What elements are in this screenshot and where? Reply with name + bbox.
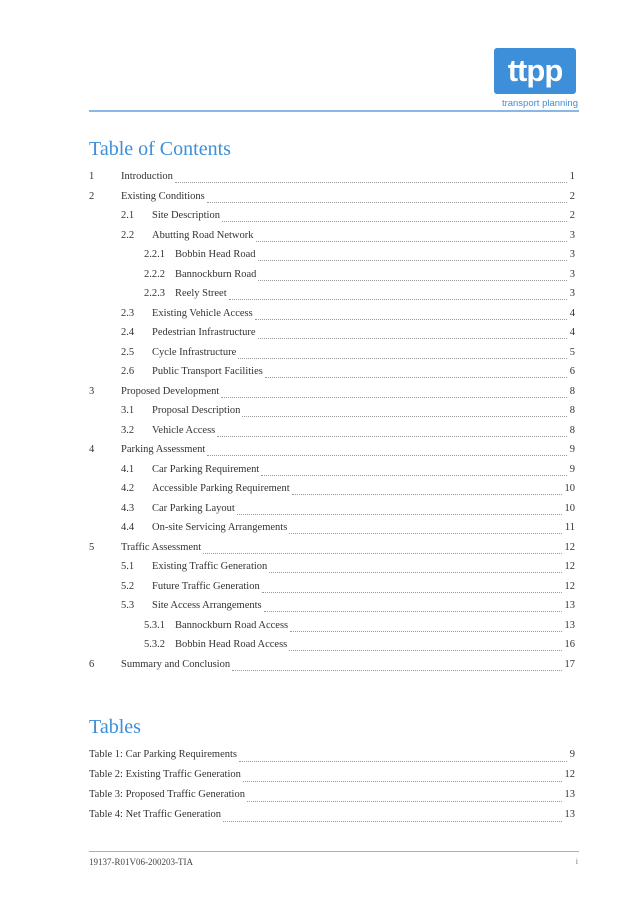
toc-entry-number: 3.2 — [121, 424, 135, 436]
toc-entry-2.2[interactable] — [89, 230, 575, 250]
toc-entry-number: 2.2 — [121, 229, 135, 241]
toc-entry-title: Bannockburn Road — [175, 268, 257, 280]
toc-entry-title: Existing Vehicle Access — [152, 307, 253, 319]
toc-entry-title: Bannockburn Road Access — [175, 619, 289, 631]
toc-entry-title: Site Description — [152, 210, 220, 221]
dot-leader — [255, 319, 567, 320]
table-entry-page: 13 — [564, 809, 575, 820]
toc-entry-page: 13 — [564, 600, 575, 611]
dot-leader — [222, 221, 567, 222]
toc-entry-number: 3 — [89, 385, 95, 397]
toc-entry-number: 5 — [89, 541, 95, 553]
footer-divider — [89, 851, 579, 852]
toc-entry-number: 4.4 — [121, 522, 135, 533]
dot-leader — [258, 338, 567, 339]
toc-entry-page: 2 — [569, 190, 575, 202]
toc-entry-2.2.1[interactable] — [89, 249, 575, 269]
toc-entry-number: 2.2.1 — [144, 249, 165, 260]
toc-entry-5.3.1[interactable] — [89, 620, 575, 640]
table-entry-title: Table 4: Net Traffic Generation — [89, 809, 222, 820]
dot-leader — [238, 358, 566, 359]
dot-leader — [247, 801, 562, 802]
toc-entry-5.1[interactable] — [89, 561, 575, 581]
toc-entry-page: 3 — [569, 268, 575, 280]
document-reference: 19137-R01V06-200203-TIA — [89, 857, 193, 867]
table-entry-title: Table 2: Existing Traffic Generation — [89, 769, 241, 780]
toc-entry-page: 5 — [569, 346, 575, 358]
list-of-tables — [89, 749, 575, 829]
toc-entry-page: 13 — [564, 619, 575, 631]
toc-entry-title: Car Parking Requirement — [152, 463, 260, 475]
toc-entry-title: Car Parking Layout — [152, 502, 235, 514]
toc-entry-number: 2.1 — [121, 210, 135, 221]
dot-leader — [223, 821, 561, 822]
dot-leader — [207, 202, 567, 203]
dot-leader — [258, 260, 567, 261]
dot-leader — [292, 494, 562, 495]
toc-entry-2.4[interactable] — [89, 327, 575, 347]
toc-entry-title: Cycle Infrastructure — [152, 346, 237, 358]
dot-leader — [243, 781, 562, 782]
toc-entry-title: Future Traffic Generation — [152, 580, 260, 592]
dot-leader — [229, 299, 567, 300]
dot-leader — [269, 572, 561, 573]
toc-entry-number: 5.3.1 — [144, 619, 165, 631]
toc-entry-title: Accessible Parking Requirement — [152, 483, 290, 494]
tables-heading: Tables — [89, 716, 141, 738]
dot-leader — [221, 397, 566, 398]
toc-entry-number: 4.3 — [121, 502, 135, 514]
toc-entry-page: 8 — [569, 424, 575, 436]
toc-entry-title: Vehicle Access — [152, 424, 216, 436]
ttpp-logo: ttpp — [494, 48, 576, 94]
toc-entry-page: 8 — [569, 385, 575, 397]
toc-entry-page: 4 — [569, 327, 575, 338]
toc-entry-title: Parking Assessment — [121, 444, 206, 455]
toc-entry-title: Proposed Development — [121, 385, 220, 397]
toc-entry-number: 3.1 — [121, 405, 135, 416]
toc-entry-page: 10 — [564, 502, 575, 514]
dot-leader — [232, 670, 561, 671]
table-entry-3[interactable] — [89, 789, 575, 809]
toc-entry-5.3.2[interactable] — [89, 639, 575, 659]
toc-entry-4.2[interactable] — [89, 483, 575, 503]
toc-entry-page: 17 — [564, 658, 575, 670]
toc-entry-page: 2 — [569, 210, 575, 221]
toc-entry-page: 9 — [569, 463, 575, 475]
dot-leader — [203, 553, 561, 554]
toc-entry-2.1[interactable] — [89, 210, 575, 230]
toc-entry-page: 3 — [569, 229, 575, 241]
toc-entry-title: Bobbin Head Road — [175, 249, 256, 260]
toc-entry-page: 12 — [564, 561, 575, 572]
toc-entry-title: Existing Conditions — [121, 190, 205, 202]
toc-entry-5.3[interactable] — [89, 600, 575, 620]
toc-entry-title: Abutting Road Network — [152, 229, 254, 241]
toc-entry-page: 6 — [569, 366, 575, 377]
toc-entry-1[interactable] — [89, 171, 575, 191]
table-entry-page: 13 — [564, 789, 575, 800]
table-entry-2[interactable] — [89, 769, 575, 789]
toc-entry-title: Public Transport Facilities — [152, 366, 263, 377]
toc-entry-2.5[interactable] — [89, 347, 575, 367]
toc-entry-number: 2.6 — [121, 366, 135, 377]
toc-entry-number: 5.2 — [121, 580, 135, 592]
toc-entry-title: Proposal Description — [152, 405, 241, 416]
toc-entry-page: 12 — [564, 541, 575, 553]
toc-entry-title: Pedestrian Infrastructure — [152, 327, 256, 338]
dot-leader — [264, 611, 562, 612]
toc-entry-title: Bobbin Head Road Access — [175, 639, 288, 650]
toc-entry-page: 16 — [564, 639, 575, 650]
dot-leader — [265, 377, 567, 378]
toc-entry-title: Existing Traffic Generation — [152, 561, 268, 572]
toc-entry-5.2[interactable] — [89, 581, 575, 601]
toc-entry-2.3[interactable] — [89, 308, 575, 328]
toc-entry-3[interactable] — [89, 386, 575, 406]
toc-entry-2[interactable] — [89, 191, 575, 211]
toc-entry-number: 2.2.3 — [144, 288, 165, 299]
table-entry-title: Table 3: Proposed Traffic Generation — [89, 789, 245, 800]
toc-entry-4.1[interactable] — [89, 464, 575, 484]
toc-entry-title: On-site Servicing Arrangements — [152, 522, 288, 533]
dot-leader — [261, 475, 566, 476]
toc-entry-page: 1 — [569, 171, 575, 182]
toc-entry-number: 4.1 — [121, 463, 135, 475]
toc-entry-6[interactable] — [89, 659, 575, 679]
toc-entry-4.4[interactable] — [89, 522, 575, 542]
toc-entry-number: 2.2.2 — [144, 268, 165, 280]
toc-entry-4[interactable] — [89, 444, 575, 464]
toc-entry-page: 11 — [564, 522, 575, 533]
toc-entry-page: 3 — [569, 288, 575, 299]
dot-leader — [256, 241, 567, 242]
toc-entry-number: 2.5 — [121, 346, 135, 358]
toc-entry-3.1[interactable] — [89, 405, 575, 425]
dot-leader — [290, 631, 561, 632]
toc-entry-title: Reely Street — [175, 288, 227, 299]
header-divider — [89, 110, 579, 112]
toc-entry-number: 5.3 — [121, 600, 135, 611]
table-entry-page: 9 — [569, 749, 575, 760]
toc-entry-page: 10 — [564, 483, 575, 494]
toc-entry-page: 3 — [569, 249, 575, 260]
toc-entry-page: 4 — [569, 307, 575, 319]
table-entry-4[interactable] — [89, 809, 575, 829]
page-number: i — [575, 857, 578, 866]
dot-leader — [217, 436, 566, 437]
dot-leader — [242, 416, 566, 417]
toc-entry-number: 6 — [89, 658, 95, 670]
toc-entry-title: Introduction — [121, 171, 173, 182]
dot-leader — [239, 761, 567, 762]
dot-leader — [207, 455, 566, 456]
toc-entry-title: Summary and Conclusion — [121, 658, 231, 670]
logo-tagline: transport planning — [501, 98, 578, 109]
dot-leader — [289, 650, 561, 651]
toc-heading: Table of Contents — [89, 138, 231, 160]
toc-entry-3.2[interactable] — [89, 425, 575, 445]
toc-entry-2.6[interactable] — [89, 366, 575, 386]
toc-entry-title: Site Access Arrangements — [152, 600, 262, 611]
toc-entry-page: 8 — [569, 405, 575, 416]
toc-entry-4.3[interactable] — [89, 503, 575, 523]
dot-leader — [289, 533, 562, 534]
dot-leader — [175, 182, 567, 183]
toc-entry-number: 4.2 — [121, 483, 135, 494]
toc-entry-number: 5.1 — [121, 561, 135, 572]
dot-leader — [237, 514, 562, 515]
toc-entry-title: Traffic Assessment — [121, 541, 202, 553]
toc-entry-2.2.3[interactable] — [89, 288, 575, 308]
toc-entry-page: 12 — [564, 580, 575, 592]
table-entry-title: Table 1: Car Parking Requirements — [89, 749, 237, 760]
table-entry-page: 12 — [564, 769, 575, 780]
dot-leader — [262, 592, 562, 593]
toc-entry-number: 1 — [89, 171, 95, 182]
toc-entry-5[interactable] — [89, 542, 575, 562]
toc-entry-number: 4 — [89, 444, 95, 455]
table-entry-1[interactable] — [89, 749, 575, 769]
toc-entry-number: 2 — [89, 190, 95, 202]
toc-entry-number: 5.3.2 — [144, 639, 165, 650]
dot-leader — [258, 280, 566, 281]
toc-entry-number: 2.4 — [121, 327, 135, 338]
toc-entry-number: 2.3 — [121, 307, 135, 319]
toc-entry-2.2.2[interactable] — [89, 269, 575, 289]
toc-entry-page: 9 — [569, 444, 575, 455]
table-of-contents — [89, 171, 575, 678]
